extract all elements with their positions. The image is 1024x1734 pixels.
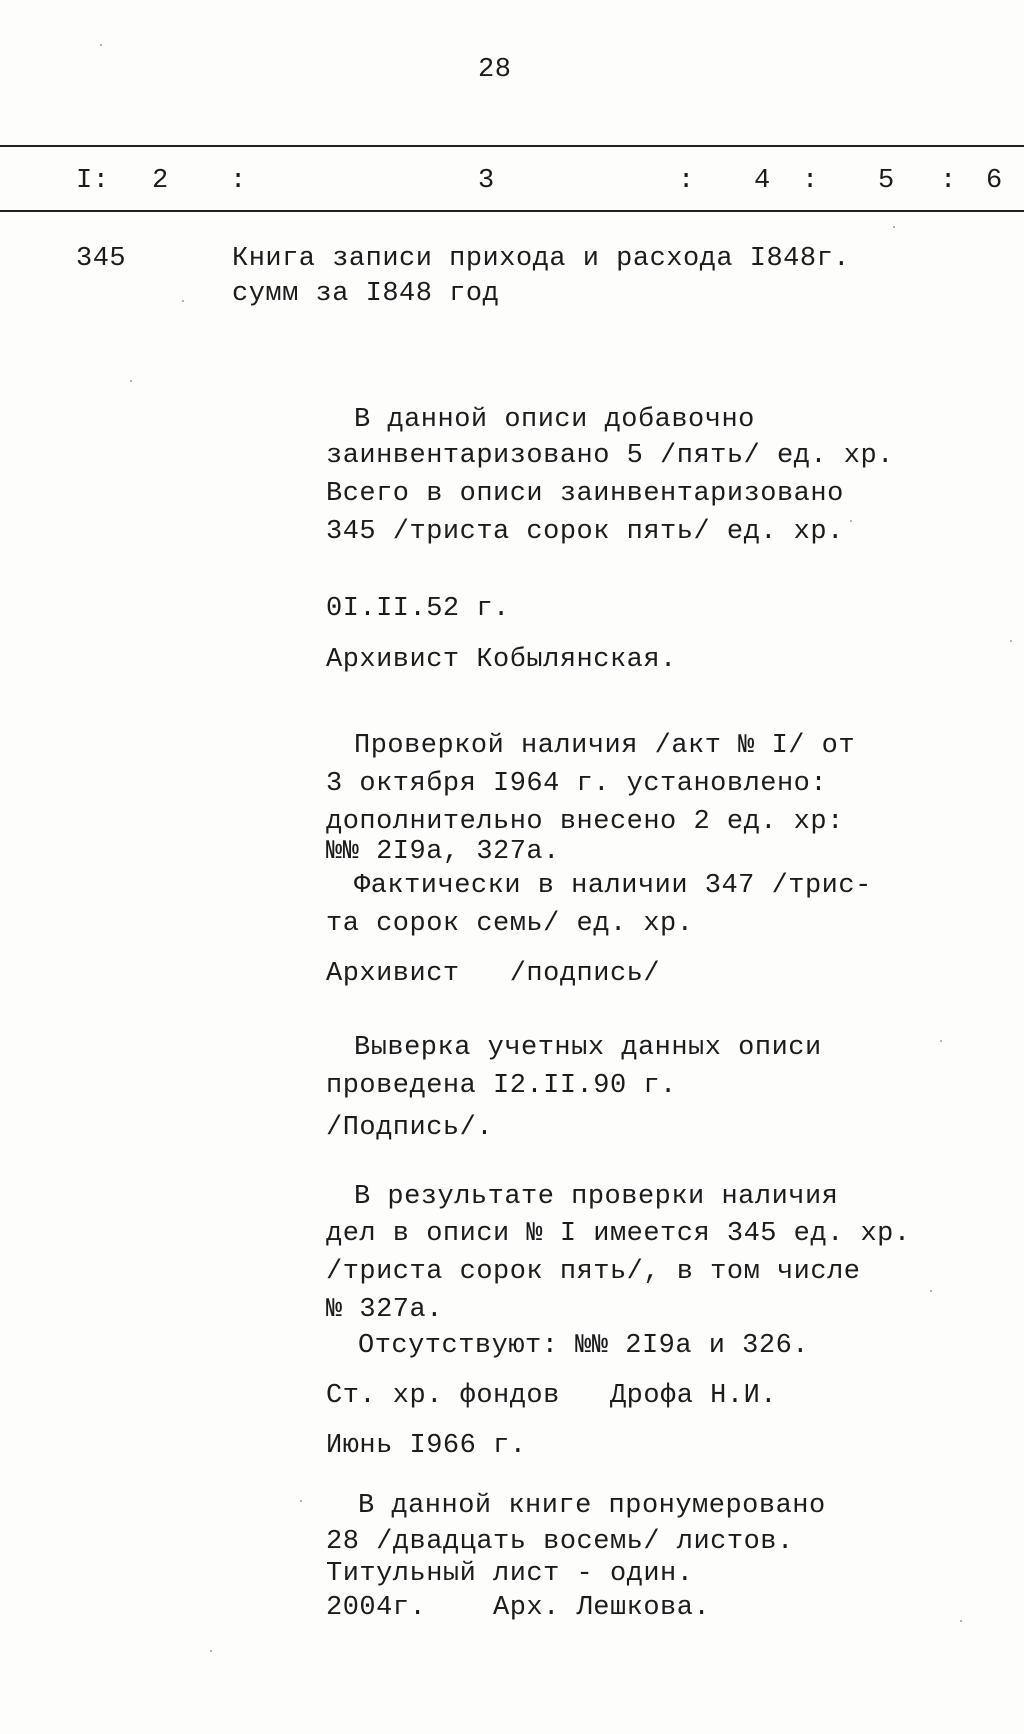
scan-speck xyxy=(210,1650,212,1652)
note5-line3: Титульный лист - один. xyxy=(326,1559,694,1589)
note5-signature: 2004г. Арх. Лешкова. xyxy=(326,1593,711,1623)
note2-line4: №№ 2I9а, 327а. xyxy=(326,837,560,867)
scan-speck xyxy=(960,1620,962,1622)
note4-line5: Отсутствуют: №№ 2I9а и 326. xyxy=(358,1331,809,1361)
scan-speck xyxy=(940,1040,942,1042)
header-col2: 2 xyxy=(152,166,169,196)
note2-signature: Архивист /подпись/ xyxy=(326,959,661,989)
note3-line1: Выверка учетных данных описи xyxy=(354,1033,822,1063)
header-sep4: : xyxy=(940,166,957,196)
note2-line6: та сорок семь/ ед. хр. xyxy=(326,909,694,939)
note1-line4: 345 /триста сорок пять/ ед. хр. xyxy=(326,517,844,547)
scan-speck xyxy=(930,1290,932,1292)
scan-speck xyxy=(850,520,852,522)
table-header-top-rule xyxy=(0,145,1024,147)
note4-date: Июнь I966 г. xyxy=(326,1431,527,1461)
note4-line4: № 327а. xyxy=(326,1295,443,1325)
scan-speck xyxy=(100,44,102,46)
note1-line3: Всего в описи заинвентаризовано xyxy=(326,479,844,509)
header-sep3: : xyxy=(802,166,819,196)
header-col5: 5 xyxy=(878,166,895,196)
header-col3: 3 xyxy=(478,166,495,196)
note4-signature: Ст. хр. фондов Дрофа Н.И. xyxy=(326,1381,777,1411)
scan-speck xyxy=(130,380,132,382)
header-sep2: : xyxy=(678,166,695,196)
header-col1: I: xyxy=(76,166,110,196)
note2-line5: Фактически в наличии 347 /трис- xyxy=(354,871,872,901)
entry-number: 345 xyxy=(76,244,127,274)
note4-line3: /триста сорок пять/, в том числе xyxy=(326,1257,861,1287)
header-col6: 6 xyxy=(986,166,1003,196)
note2-line3: дополнительно внесено 2 ед. хр: xyxy=(326,807,844,837)
header-col4: 4 xyxy=(754,166,771,196)
table-header-bottom-rule xyxy=(0,210,1024,212)
scan-speck xyxy=(893,226,895,228)
note1-line2: заинвентаризовано 5 /пять/ ед. хр. xyxy=(326,441,894,471)
scan-speck xyxy=(182,300,184,302)
note4-line2: дел в описи № I имеется 345 ед. хр. xyxy=(326,1219,911,1249)
page-number: 28 xyxy=(478,55,512,85)
note5-line1: В данной книге пронумеровано xyxy=(358,1491,826,1521)
scan-speck xyxy=(300,1500,302,1502)
entry-title-line2: сумм за I848 год xyxy=(232,279,500,309)
note1-line1: В данной описи добавочно xyxy=(354,405,755,435)
scan-speck xyxy=(1010,640,1012,642)
note1-signature: Архивист Кобылянская. xyxy=(326,645,677,675)
note2-line2: 3 октября I964 г. установлено: xyxy=(326,769,828,799)
note2-line1: Проверкой наличия /акт № I/ от xyxy=(354,731,856,761)
entry-title-line1: Книга записи прихода и расхода I848г. xyxy=(232,244,850,274)
note5-line2: 28 /двадцать восемь/ листов. xyxy=(326,1527,794,1557)
note4-line1: В результате проверки наличия xyxy=(354,1182,839,1212)
note1-date: 0I.II.52 г. xyxy=(326,594,510,624)
note3-signature: /Подпись/. xyxy=(326,1113,494,1143)
note3-line2: проведена I2.II.90 г. xyxy=(326,1071,677,1101)
header-sep1: : xyxy=(230,166,247,196)
